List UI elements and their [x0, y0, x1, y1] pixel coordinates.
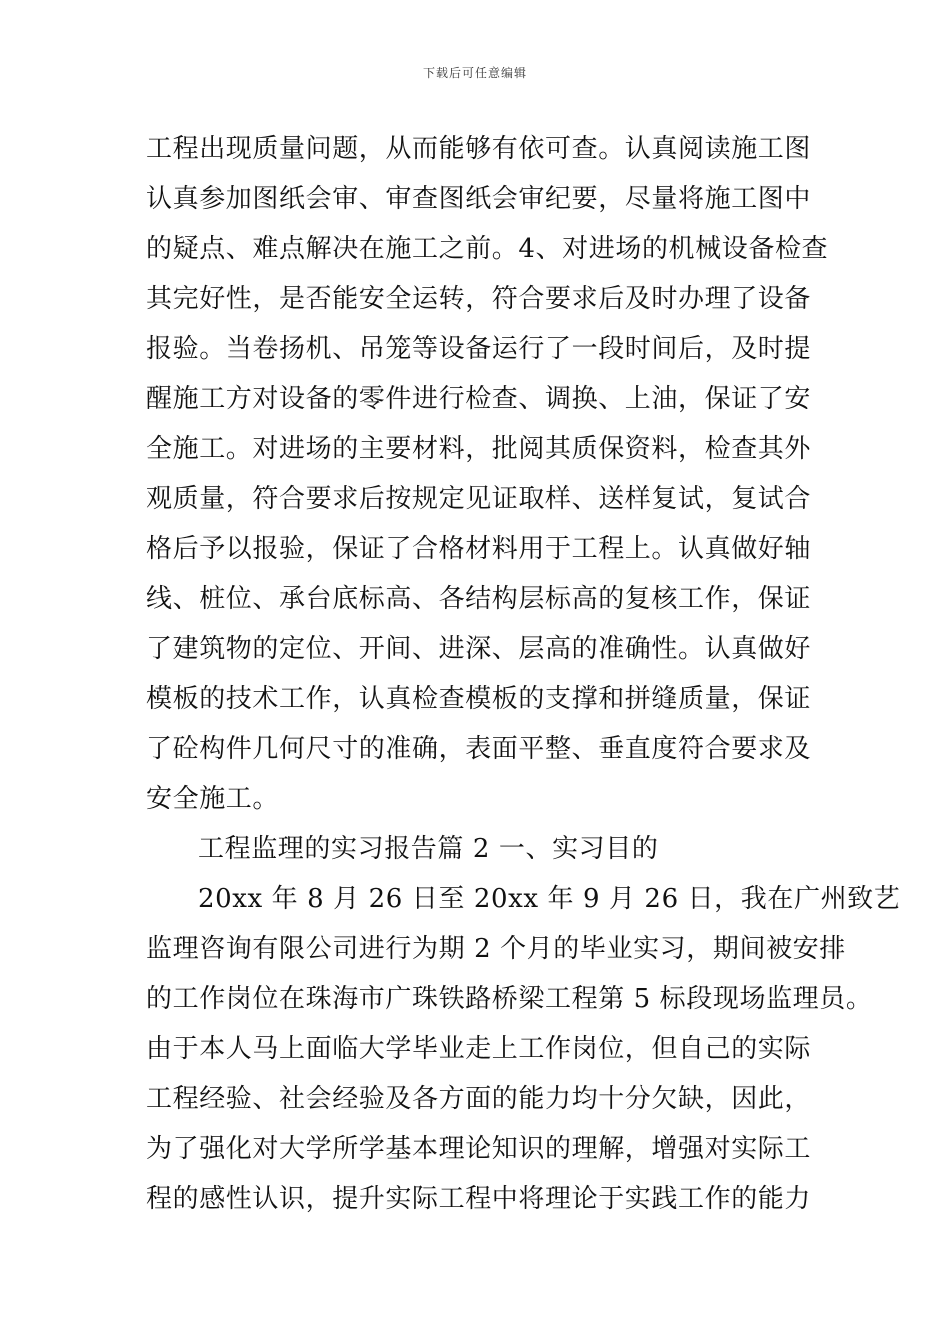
text-line: 安全施工。 [146, 784, 280, 814]
paragraph-first-line: 20xx 年 8 月 26 日至 20xx 年 9 月 26 日，我在广州致艺 [198, 884, 901, 914]
text-line: 了砼构件几何尺寸的准确，表面平整、垂直度符合要求及 [146, 734, 812, 764]
page-header: 下载后可任意编辑 [422, 66, 527, 80]
text-line: 监理咨询有限公司进行为期 2 个月的毕业实习，期间被安排 [146, 934, 846, 964]
text-line: 的疑点、难点解决在施工之前。4、对进场的机械设备检查 [146, 234, 829, 264]
text-line: 由于本人马上面临大学毕业走上工作岗位，但自己的实际 [146, 1034, 812, 1064]
text-line: 线、桩位、承台底标高、各结构层标高的复核工作，保证 [146, 584, 812, 614]
document-body [146, 124, 901, 1224]
text-line: 其完好性，是否能安全运转，符合要求后及时办理了设备 [146, 284, 812, 314]
text-line: 格后予以报验，保证了合格材料用于工程上。认真做好轴 [146, 534, 812, 564]
text-line: 工程经验、社会经验及各方面的能力均十分欠缺，因此， [146, 1084, 812, 1114]
text-line: 报验。当卷扬机、吊笼等设备运行了一段时间后，及时提 [146, 334, 812, 364]
text-line: 全施工。对进场的主要材料，批阅其质保资料，检查其外 [146, 434, 812, 464]
text-line: 了建筑物的定位、开间、进深、层高的准确性。认真做好 [146, 634, 812, 664]
text-line: 工程出现质量问题，从而能够有依可查。认真阅读施工图 [146, 134, 812, 164]
text-line: 的工作岗位在珠海市广珠铁路桥梁工程第 5 标段现场监理员。 [146, 984, 873, 1014]
text-line: 为了强化对大学所学基本理论知识的理解，增强对实际工 [146, 1134, 812, 1164]
text-line: 程的感性认识，提升实际工程中将理论于实践工作的能力 [146, 1184, 812, 1214]
text-line: 醒施工方对设备的零件进行检查、调换、上油，保证了安 [146, 384, 812, 414]
text-line: 模板的技术工作，认真检查模板的支撑和拼缝质量，保证 [146, 684, 812, 714]
section-heading: 工程监理的实习报告篇 2 一、实习目的 [198, 834, 659, 864]
text-line: 观质量，符合要求后按规定见证取样、送样复试，复试合 [146, 484, 812, 514]
text-line: 认真参加图纸会审、审查图纸会审纪要，尽量将施工图中 [146, 184, 812, 214]
